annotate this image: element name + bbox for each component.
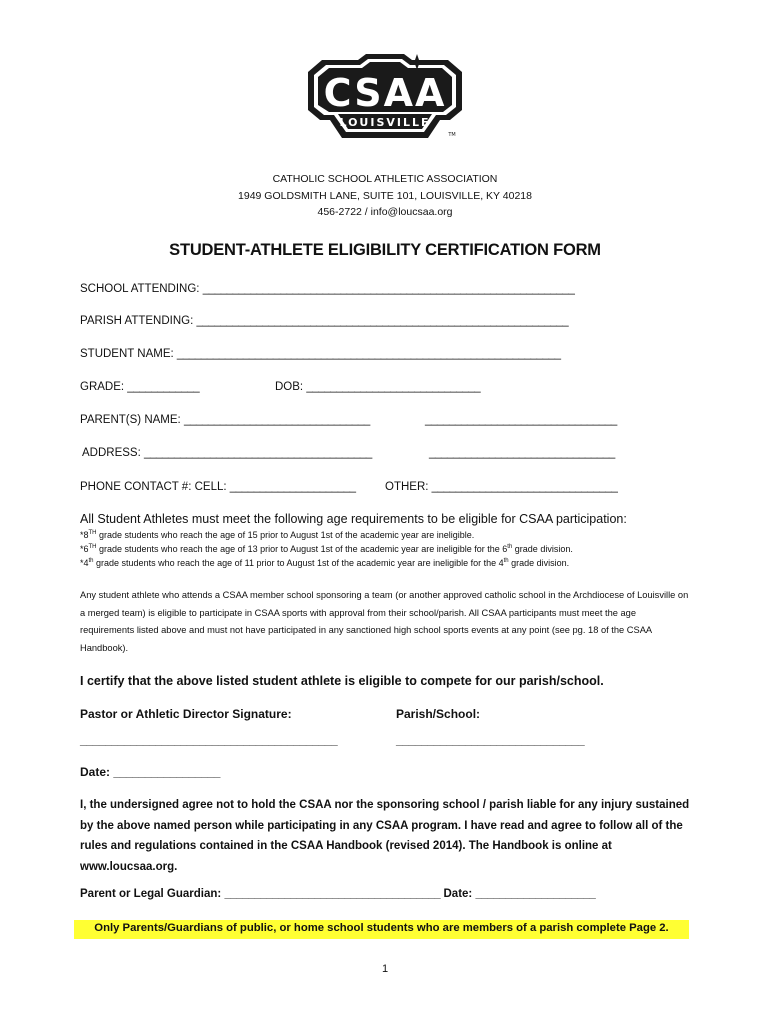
requirement-item-4th: *4th grade students who reach the age of 11 prior to August 1st of the academic year are ineligible for the 4th grade division. [80,558,570,568]
date-line[interactable]: _________________ [113,765,221,779]
org-name: CATHOLIC SCHOOL ATHLETIC ASSOCIATION [272,173,498,185]
phone-other-label: OTHER: [385,481,429,493]
parents-line-2[interactable]: ________________________________ [425,414,617,426]
address-line-2[interactable]: _______________________________ [429,447,615,459]
parish-label: PARISH ATTENDING: [80,315,194,327]
grade-line[interactable]: ____________ [127,381,200,393]
phone-other-field[interactable] [385,481,618,493]
grade-field[interactable] [80,381,199,393]
logo-main-text: CSAA [323,71,447,115]
guardian-date-label: Date: [443,888,473,900]
parents-label: PARENT(S) NAME: [80,414,181,426]
page2-notice: Only Parents/Guardians of public, or home school students who are members of a parish complete Page 2. [94,922,669,934]
liability-agreement: I, the undersigned agree not to hold the CSAA nor the sponsoring school / parish liable for any injury sustained by the above named person while participating in any CSAA program. I have read and agree to follow all of the rules and regulations contained in the CSAA Handbook (revised 2014). The Handbook is online at www.loucsaa.org. [80,799,690,873]
guardian-date-line[interactable]: ____________________ [475,888,596,900]
csaa-logo [300,52,470,144]
phone-cell-line[interactable]: _____________________ [229,481,356,493]
parish-school-label: Parish/School: [396,707,481,721]
date-field[interactable] [80,765,220,779]
school-field[interactable] [80,283,574,295]
date-label: Date: [80,765,111,779]
dob-line[interactable]: _____________________________ [306,381,481,393]
requirement-item-6th: *6TH grade students who reach the age of 13 prior to August 1st of the academic year are ineligible for the 6th grade division. [80,544,573,554]
student-name-line[interactable]: ________________________________________________________________ [176,348,561,360]
guardian-signature-line[interactable]: ____________________________________ [224,888,441,900]
parents-line-1[interactable]: _______________________________ [183,414,370,426]
address-label: ADDRESS: [82,447,141,459]
parents-field[interactable] [80,414,370,426]
eligibility-paragraph: Any student athlete who attends a CSAA member school sponsoring a team (or another approved catholic school in the Archdiocese of Louisville on a merged team) is eligible to participate in CSAA sports with approval from their school/parish. All CSAA participants must meet the age requirements listed above and must not have participated in any sanctioned high school sports events at any point (see pg. 18 of the CSAA Handbook). [80,590,689,653]
form-title: STUDENT-ATHLETE ELIGIBILITY CERTIFICATION FORM [169,241,601,259]
pastor-signature-line[interactable]: _________________________________________ [80,733,338,747]
org-address: 1949 GOLDSMITH LANE, SUITE 101, LOUISVILLE, KY 40218 [238,190,532,202]
address-field[interactable] [82,447,372,459]
phone-cell-label: PHONE CONTACT #: CELL: [80,481,227,493]
parish-field[interactable] [80,315,568,327]
guardian-field[interactable] [80,888,595,900]
phone-other-line[interactable]: _______________________________ [431,481,618,493]
dob-label: DOB: [275,381,304,393]
logo-trademark: TM [448,132,456,138]
school-line[interactable]: ______________________________________________________________ [202,283,575,295]
student-name-label: STUDENT NAME: [80,348,174,360]
phone-cell-field[interactable] [80,481,356,493]
requirement-item-8th: *8TH grade students who reach the age of 15 prior to August 1st of the academic year are ineligible. [80,530,475,540]
parish-line[interactable]: ______________________________________________________________ [196,315,569,327]
student-name-field[interactable] [80,348,561,360]
pastor-signature-label: Pastor or Athletic Director Signature: [80,707,292,721]
requirements-heading: All Student Athletes must meet the following age requirements to be eligible for CSAA participation: [80,512,627,526]
address-line-1[interactable]: ______________________________________ [144,447,372,459]
guardian-label: Parent or Legal Guardian: [80,888,222,900]
logo-sub-text: LOUISVILLE [339,116,431,129]
certify-statement: I certify that the above listed student athlete is eligible to compete for our parish/school. [80,674,604,688]
parish-school-line[interactable]: ______________________________ [396,733,585,747]
school-label: SCHOOL ATTENDING: [80,283,200,295]
dob-field[interactable] [275,381,480,393]
grade-label: GRADE: [80,381,125,393]
page-number: 1 [381,963,389,975]
org-contact: 456-2722 / info@loucsaa.org [317,206,453,218]
